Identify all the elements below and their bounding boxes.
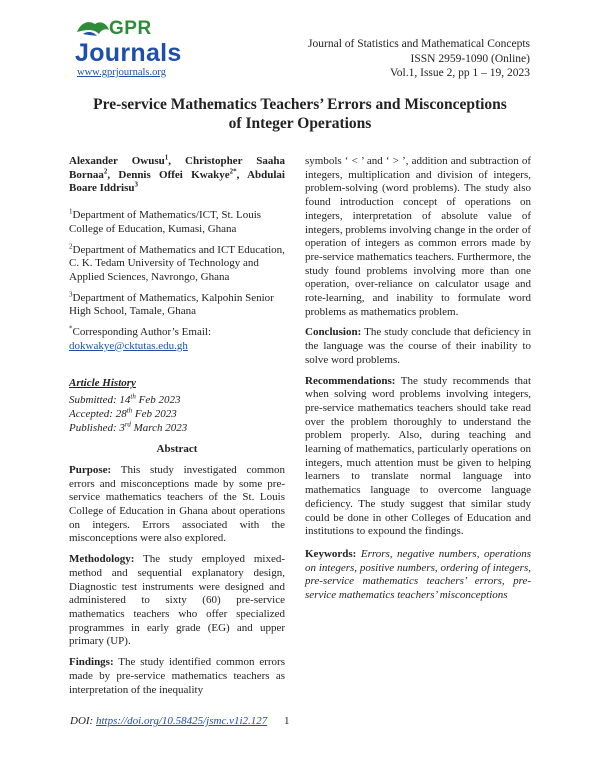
logo-gpr: GPR <box>109 18 152 39</box>
affiliation-1: $^1$Department of Mathematics/ICT, St. Louis College of Education, Kumasi, Ghana <box>69 207 262 235</box>
methodology-paragraph: Methodology: The study employed mixed-method and sequential explanatory design, Diagnostic test instruments were designed and administered to sixty (60) pre-service mathematics teachers who offer specialized programmes in early grade (EG) and upper primary (UP). <box>69 553 285 648</box>
corresponding-email[interactable]: dokwakye@cktutas.edu.gh <box>69 339 188 352</box>
page-footer <box>70 715 290 727</box>
corresponding-author: *Corresponding Author’s Email: <box>69 324 212 339</box>
submitted-date: Submitted: 14th Feb 2023 <box>69 392 181 407</box>
accepted-date: Accepted: 28th Feb 2023 <box>69 406 177 420</box>
published-date: Published: 3rd March 2023 <box>69 419 188 434</box>
findings-paragraph: Findings: The study identified common errors made by pre-service mathematics teachers as interpretation of the inequality <box>69 656 285 696</box>
purpose-paragraph: Purpose: This study investigated common errors and misconceptions made by some pre-service mathematics teachers of the St. Louis College of Education in Ghana about operations on integers. Errors associated with the misconceptions were also explored. <box>69 463 285 545</box>
author-list: Alexander Owusu$^1$, Christopher Saaha Bornaa$^2$, Dennis Offei Kwakye$^{2*}$, Abdulai Boare Iddrisu$^3$ <box>69 153 286 195</box>
findings-continued: symbols ‘ < ’ and ‘ > ’, addition and subtraction of integers, multiplication and division of integers, problem-solving (word problems). The study also found introduction concept of operations on integers, interpretation of absolute value of integers, problems involving change in the order of operation of integers as common errors made by pre-service mathematics teachers. Furthermore, the study found problems involving more than one operation, over-reliance on calculator usage and rote-learning, and inability to formulate word problems as mathematics problem. <box>305 155 531 318</box>
logo-journals: Journals <box>75 39 182 67</box>
journal-header <box>308 37 530 81</box>
journal-issn: ISSN 2959-1090 (Online) <box>410 52 530 65</box>
doi-link[interactable]: https://doi.org/10.58425/jsmc.v1i2.127 <box>95 715 268 727</box>
affiliation-2: $^2$Department of Mathematics and ICT Education, C. K. Tedam University of Technology and Applied Sciences, Navrongo, Ghana <box>69 241 285 283</box>
doi-label: DOI: <box>70 715 96 727</box>
journal-logo <box>75 18 185 80</box>
right-column <box>305 155 531 603</box>
abstract-heading: Abstract <box>156 443 198 456</box>
recommendations-paragraph: Recommendations: The study recommends that when solving word problems involving integers, pre-service mathematics teachers should take read over the problem thoroughly to understand the problem properly. Also, during teaching and learning of mathematics, particularly operations on integers, much attention must be given to helping learners to translate normal language into mathematics language to overcome language deficiency. The study suggest that similar study could be done in other Colleges of Education and institutions to expound the findings. <box>305 374 531 538</box>
paper-title <box>60 95 540 133</box>
article-history-heading: Article History <box>69 377 136 390</box>
journal-name: Journal of Statistics and Mathematical Concepts <box>308 38 530 50</box>
left-column <box>69 155 285 697</box>
logo-url[interactable]: www.gprjournals.org <box>77 67 166 78</box>
title-line-1: Pre-service Mathematics Teachers’ Errors and Misconceptions <box>93 96 507 113</box>
affiliation-3: $^3$Department of Mathematics, Kalpohin Senior High School, Tamale, Ghana <box>69 289 274 318</box>
title-line-2: of Integer Operations <box>228 115 372 132</box>
keywords-paragraph: Keywords: Errors, negative numbers, operations on integers, positive numbers, ordering of integers, pre-service mathematics teachers’ errors, pre-service mathematics teachers’ misconceptions <box>305 547 532 602</box>
conclusion-paragraph: Conclusion: The study conclude that deficiency in the language was the course of their inability to solve word problems. <box>305 326 531 366</box>
journal-volume: Vol.1, Issue 2, pp 1 – 19, 2023 <box>389 67 530 79</box>
page-number: 1 <box>284 715 290 727</box>
